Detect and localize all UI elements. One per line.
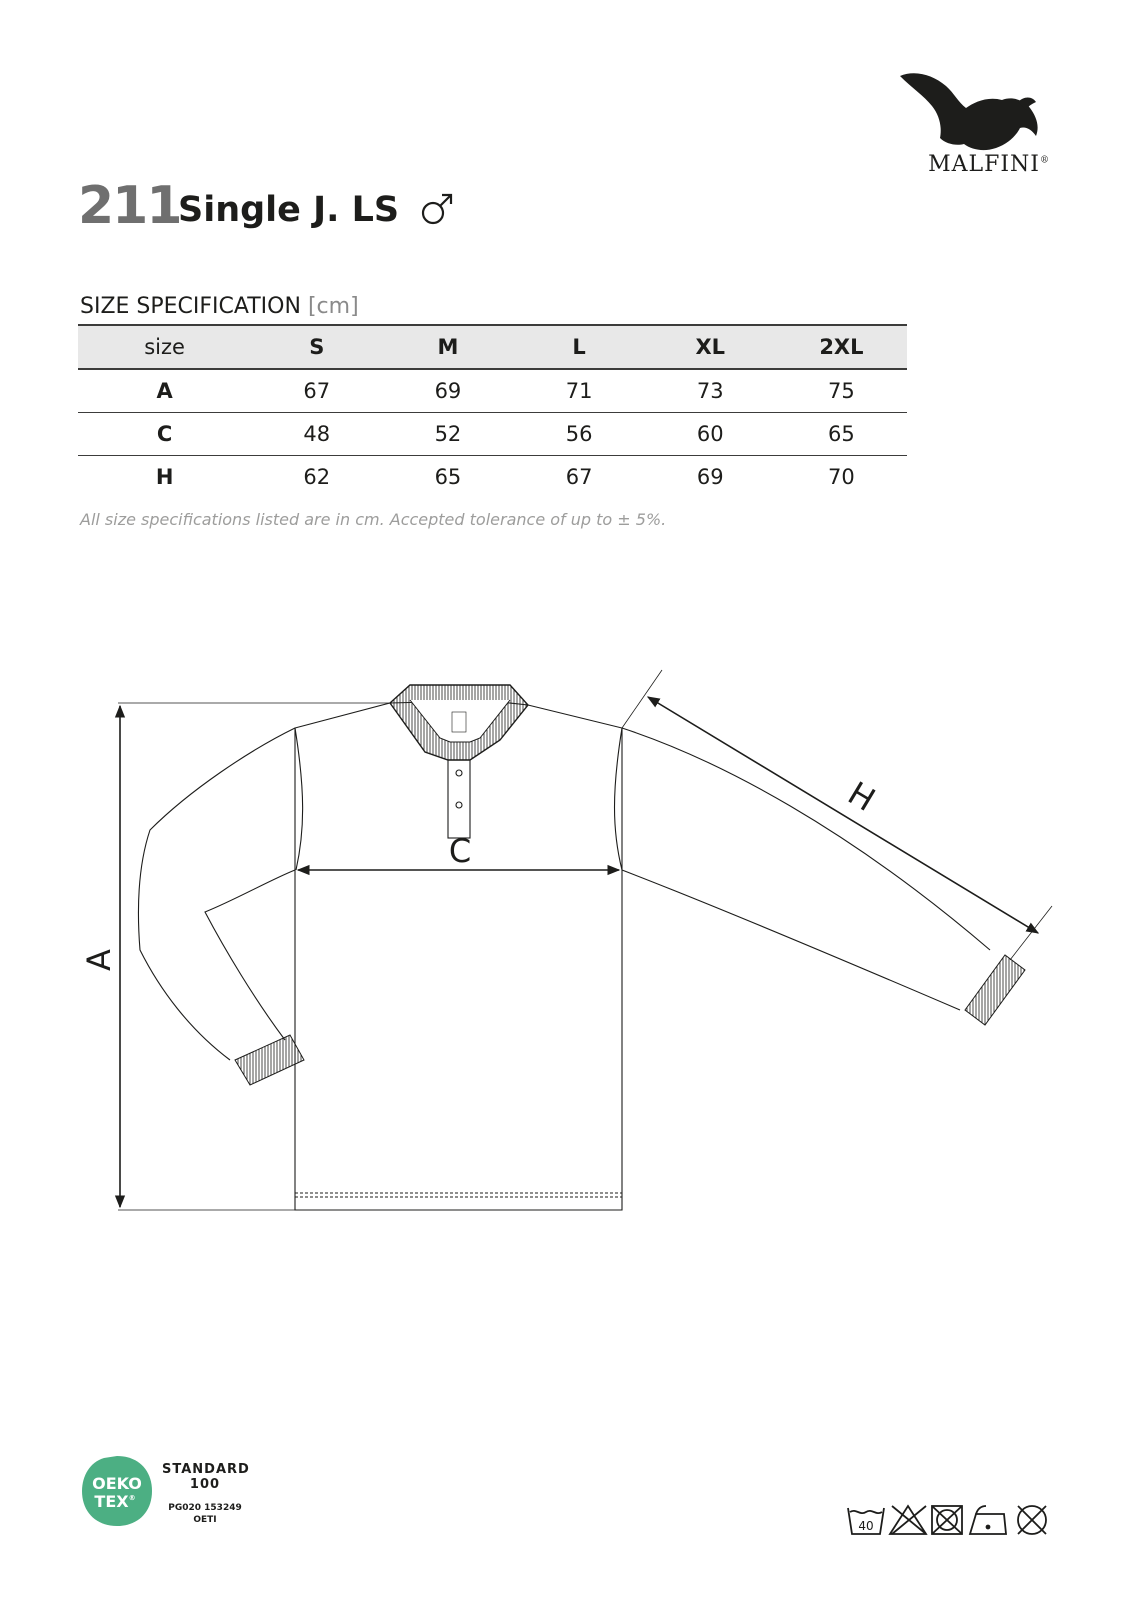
table-row [78, 369, 907, 413]
table-cell: 69 [696, 465, 724, 489]
oeko-standard [162, 1462, 248, 1492]
row-label: C [78, 413, 251, 456]
table-cell: 69 [382, 369, 513, 413]
row-label: H [155, 465, 174, 489]
table-cell: 67 [251, 369, 382, 413]
brand-name: MALFINI® [928, 152, 1050, 177]
table-row [78, 413, 907, 456]
table-cell: 60 [645, 413, 776, 456]
table-cell: 62 [303, 465, 331, 489]
column-header: size [78, 325, 251, 369]
dimension-label-a: A [80, 949, 118, 971]
oeko-certificate-code [162, 1502, 248, 1526]
table-cell: 65 [776, 413, 907, 456]
table-cell: 48 [251, 413, 382, 456]
male-icon [420, 192, 454, 226]
left-cuff [235, 1035, 304, 1085]
table-cell: 52 [382, 413, 513, 456]
wash-temp: 40 [858, 1519, 874, 1533]
no-tumble-dry-icon [932, 1506, 962, 1534]
oeko-line2: TEX [94, 1492, 129, 1511]
table-cell: 67 [565, 465, 593, 489]
no-dry-clean-icon [1018, 1506, 1046, 1534]
right-cuff [965, 955, 1025, 1025]
table-row [78, 456, 907, 499]
eagle-logo-icon [896, 66, 1048, 160]
size-table [78, 324, 907, 498]
garment-diagram [0, 640, 1131, 1250]
no-bleach-icon [890, 1506, 926, 1534]
table-cell: 56 [514, 413, 645, 456]
oeko-line1: OEKO [92, 1474, 142, 1493]
tolerance-note: All size specifications listed are in cm. Accepted tolerance of up to ± 5%. [80, 510, 667, 529]
table-cell: 73 [645, 369, 776, 413]
standard-line1: STANDARD [162, 1462, 250, 1477]
table-cell: 75 [776, 369, 907, 413]
row-label: A [78, 369, 251, 413]
table-cell: 65 [434, 465, 462, 489]
column-header: 2XL [776, 325, 907, 369]
standard-line2: 100 [189, 1477, 221, 1492]
dimension-label-h: H [841, 774, 882, 820]
table-cell: 71 [514, 369, 645, 413]
column-header: M [382, 325, 513, 369]
wash-40-icon [848, 1508, 884, 1534]
code-line2: OETI [193, 1515, 217, 1525]
product-name: Single J. LS [178, 190, 400, 230]
size-spec-heading: SIZE SPECIFICATION [cm] [80, 294, 359, 319]
column-header: S [251, 325, 382, 369]
column-header: L [514, 325, 645, 369]
care-symbols [846, 1500, 1066, 1540]
oeko-tex-badge-icon [80, 1454, 154, 1528]
table-header-row [78, 325, 907, 369]
column-header: XL [645, 325, 776, 369]
oeko-mark: ® [128, 1494, 136, 1502]
table-cell: 70 [828, 465, 855, 489]
iron-low-icon [970, 1506, 1006, 1534]
product-code: 211 [78, 176, 181, 236]
code-line1: PG020 153249 [168, 1503, 242, 1513]
dimension-label-c: C [448, 832, 472, 870]
